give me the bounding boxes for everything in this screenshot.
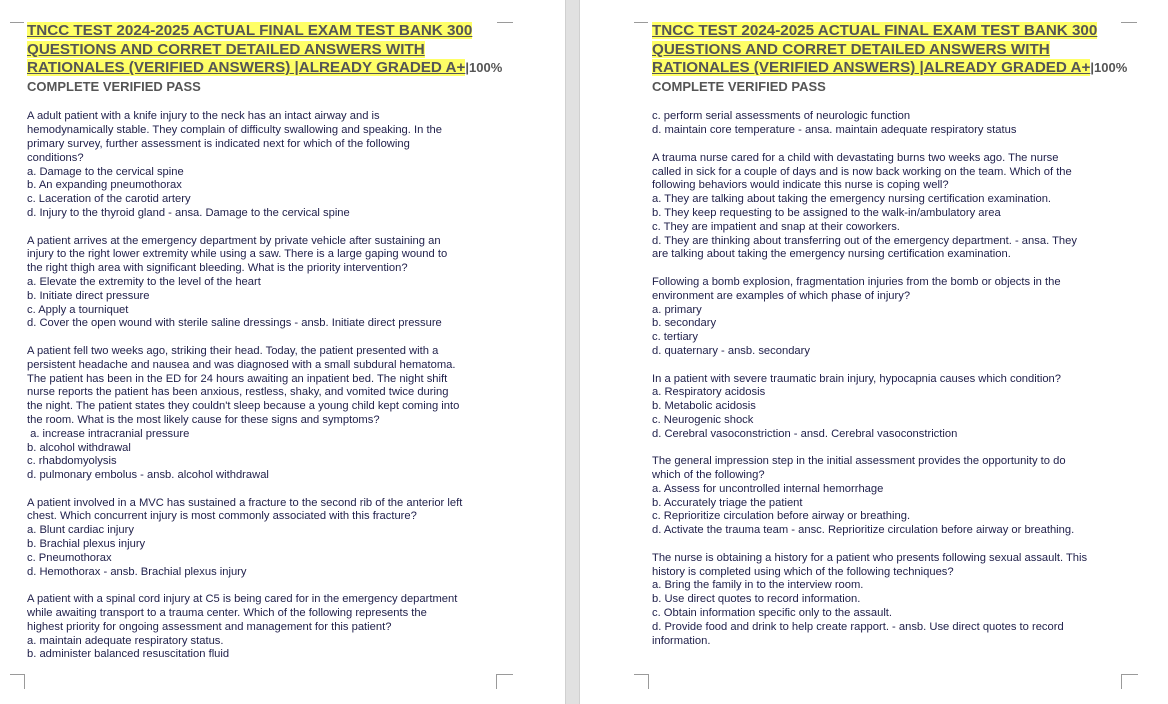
title-tail: |100% COMPLETE VERIFIED PASS [652,60,1128,94]
margin-mark-bottom-left [634,674,649,689]
title-highlight: TNCC TEST 2024-2025 ACTUAL FINAL EXAM TEST BANK 300 QUESTIONS AND CORRET DETAILED ANSWERS WITH RATIONALES (VERIFIED ANSWERS) |ALREADY GRADED A+ [652,22,1098,77]
question-text: c. perform serial assessments of neurologic function d. maintain core temperature - ansa. maintain adequate respiratory status A trauma nurse cared for a child with devastating burns two weeks ago. The nurse called in sick for a couple of days and is now back working on the team. Which of the following behaviors would indicate this nurse is coping well? a. They are talking about taking the emergency nursing certification examination. b. They keep requesting to be assigned to the walk-in/ambulatory area c. They are impatient and snap at their coworkers. d. They are thinking about transferring out of the emergency department. - ansa. They are talking about taking the emergency nursing certification examination. Following a bomb explosion, fragmentation injuries from the bomb or objects in the environment are examples of which phase of injury? a. primary b. secondary c. tertiary d. quaternary - ansb. secondary In a patient with severe traumatic brain injury, hypocapnia causes which condition? a. Respiratory acidosis b. Metabolic acidosis c. Neurogenic shock d. Cerebral vasoconstriction - ansd. Cerebral vasoconstriction The general impression step in the initial assessment provides the opportunity to do which of the following? a. Assess for uncontrolled internal hemorrhage b. Accurately triage the patient c. Reprioritize circulation before airway or breathing. d. Activate the trauma team - ansc. Reprioritize circulation before airway or breathing. The nurse is obtaining a history for a patient who presents following sexual assault. This history is completed using which of the following techniques? a. Bring the family in to the interview room. b. Use direct quotes to record information. c. Obtain information specific only to the assault. d. Provide food and drink to help create rapport. - ansb. Use direct quotes to record information. [652,110,1088,647]
margin-mark-bottom-left [10,674,25,689]
margin-mark-top-left [10,22,24,23]
page-content [652,22,1132,648]
page-content [27,22,507,662]
margin-mark-bottom-right [496,674,513,689]
title-tail: |100% COMPLETE VERIFIED PASS [27,60,503,94]
document-page-right [580,0,1168,704]
title-highlight: TNCC TEST 2024-2025 ACTUAL FINAL EXAM TEST BANK 300 QUESTIONS AND CORRET DETAILED ANSWERS WITH RATIONALES (VERIFIED ANSWERS) |ALREADY GRADED A+ [27,22,473,77]
document-title [652,22,1132,96]
page-gutter [565,0,580,704]
document-page-left [0,0,565,704]
margin-mark-top-left [634,22,648,23]
margin-mark-bottom-right [1121,674,1138,689]
question-text: A adult patient with a knife injury to the neck has an intact airway and is hemodynamically stable. They complain of difficulty swallowing and speaking. In the primary survey, further assessment is indicated next for which of the following conditions? a. Damage to the cervical spine b. An expanding pneumothorax c. Laceration of the carotid artery d. Injury to the thyroid gland - ansa. Damage to the cervical spine A patient arrives at the emergency department by private vehicle after sustaining an injury to the right lower extremity while using a saw. There is a large gaping wound to the right thigh area with significant bleeding. What is the priority intervention? a. Elevate the extremity to the level of the heart b. Initiate direct pressure c. Apply a tourniquet d. Cover the open wound with sterile saline dressings - ansb. Initiate direct pressure A patient fell two weeks ago, striking their head. Today, the patient presented with a persistent headache and nausea and was diagnosed with a small subdural hematoma. The patient has been in the ED for 24 hours awaiting an inpatient bed. The night shift nurse reports the patient has been anxious, restless, shaky, and vomited twice during the night. The patient states they couldn't sleep because a young child kept coming into the room. What is the most likely cause for these signs and symptoms? a. increase intracranial pressure b. alcohol withdrawal c. rhabdomyolysis d. pulmonary embolus - ansb. alcohol withdrawal A patient involved in a MVC has sustained a fracture to the second rib of the anterior left chest. Which concurrent injury is most commonly associated with this fracture? a. Blunt cardiac injury b. Brachial plexus injury c. Pneumothorax d. Hemothorax - ansb. Brachial plexus injury A patient with a spinal cord injury at C5 is being cared for in the emergency department while awaiting transport to a trauma center. Which of the following represents the highest priority for ongoing assessment and management for this patient? a. maintain adequate respiratory status. b. administer balanced resuscitation fluid [27,110,463,661]
document-title [27,22,507,96]
